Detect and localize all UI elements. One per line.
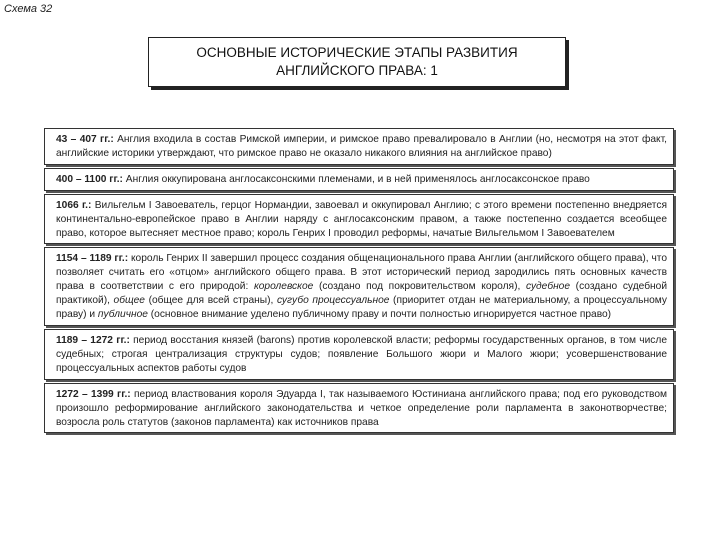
period-date: 1189 – 1272 гг.:: [56, 334, 130, 346]
periods-list: [44, 128, 674, 436]
period-date: 1272 – 1399 гг.:: [56, 388, 131, 400]
period-text: Англия оккупирована англосаксонскими племенами, и в ней применялось англосаксонское право: [122, 173, 590, 185]
period-date: 1066 г.:: [56, 199, 92, 211]
title-line-1: ОСНОВНЫЕ ИСТОРИЧЕСКИЕ ЭТАПЫ РАЗВИТИЯ: [196, 45, 518, 60]
quality-procedural: сугубо процессуальное: [276, 295, 390, 307]
period-text: период властвования короля Эдуарда I, так называемого Юстиниана английского права; под его руководством произошло реформирование английского законодательства и четкое определение роли парламента в законотворчестве; возросла роль статутов (законов парламента) как источников права: [56, 388, 668, 428]
period-1154-1189: [44, 247, 674, 326]
period-43-407: [44, 128, 674, 165]
period-text: (приоритет отдан не материальному, а процессуальному праву) и: [56, 295, 667, 321]
title-box: [148, 37, 566, 87]
quality-public: публичное: [97, 309, 148, 321]
period-text: период восстания князей (barons) против королевской власти; реформы государственных органов, в том числе судебных; строгая централизация структуры судов; появление Большого жюри и Малого жюри; усовершенствование процессуальных аспектов работы судов: [56, 334, 668, 374]
period-date: 43 – 407 гг.:: [56, 134, 114, 145]
period-1066: [44, 194, 674, 245]
period-text: (создано под покровительством короля),: [313, 281, 526, 293]
period-date: 400 – 1100 гг.:: [56, 173, 123, 185]
period-text: Вильгельм I Завоеватель, герцог Нормандии, завоевал и оккупировал Англию; с этого времени постепенно внедряется континентально-европейское право в Англии наряду с англосаксонским правом, а также постепенно создается всеобщее право, которое вытесняет местное право; король Генрих I проводил реформы, начатые Вильгельмом I Завоевателем: [56, 199, 667, 239]
quality-royal: королевское: [253, 281, 314, 293]
title-line-2: АНГЛИЙСКОГО ПРАВА: 1: [276, 63, 438, 78]
quality-judicial: судебное: [525, 281, 571, 293]
period-1189-1272: [44, 329, 674, 380]
period-400-1100: [44, 168, 674, 191]
period-text: король Генрих II завершил процесс создания общенационального права Англии (английского общего права), что позволяет считать его «отцом» английского общего права. В этот исторический период зародились пять основных качеств права в соответствии с его природой:: [56, 253, 668, 293]
figure-caption: Схема 32: [4, 3, 53, 15]
quality-common: общее: [113, 295, 145, 307]
period-text: (создано судебной практикой),: [56, 281, 668, 307]
period-1272-1399: [44, 383, 674, 434]
period-text: Англия входила в состав Римской империи, и римское право превалировало в Англии (но, несмотря на этот факт, английские историки утверждают, что римское право не оказало никакого влияния на английское право): [56, 134, 667, 159]
period-text: (основное внимание уделено публичному праву и почти полностью игнорируется частное право): [147, 309, 612, 321]
period-text: (общее для всей страны),: [144, 295, 277, 307]
period-date: 1154 – 1189 гг.:: [56, 253, 129, 265]
